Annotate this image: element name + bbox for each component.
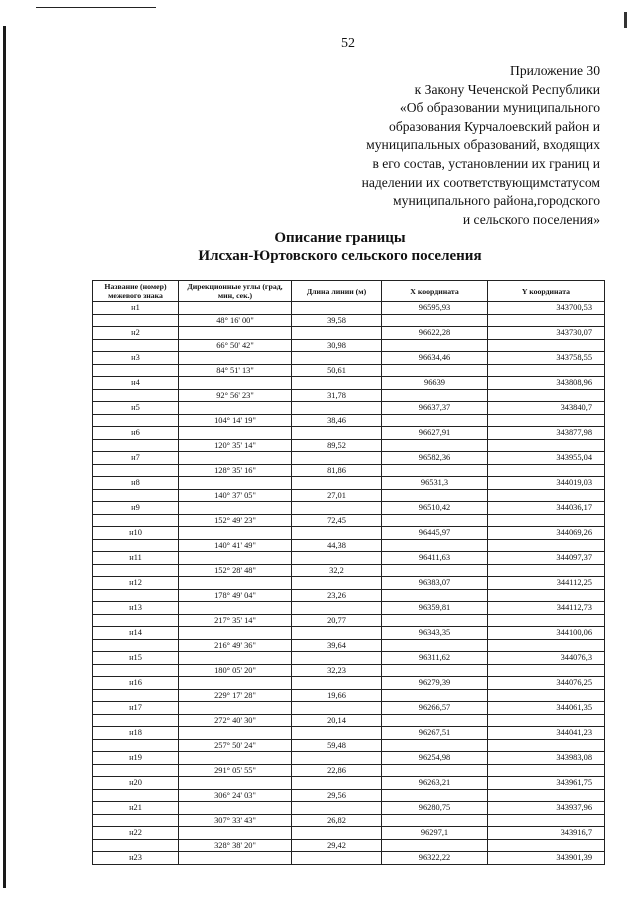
empty-cell [488, 339, 605, 352]
table-row-segment [93, 664, 605, 677]
empty-cell [382, 839, 488, 852]
appendix-header [280, 62, 600, 229]
line-length: 23,26 [292, 589, 382, 602]
line-length: 20,14 [292, 714, 382, 727]
scan-edge-right [624, 12, 627, 28]
empty-cell [93, 514, 179, 527]
empty-cell [382, 739, 488, 752]
header-length: Длина линии (м) [292, 281, 382, 302]
line-length: 27,01 [292, 489, 382, 502]
empty-cell [488, 639, 605, 652]
direction-angle: 104° 14' 19" [179, 414, 292, 427]
line-length: 89,52 [292, 439, 382, 452]
y-coordinate: 343983,08 [488, 752, 605, 765]
empty-cell [93, 489, 179, 502]
empty-cell [179, 652, 292, 665]
y-coordinate: 343840,7 [488, 402, 605, 415]
x-coordinate: 96311,62 [382, 652, 488, 665]
direction-angle: 152° 49' 23" [179, 514, 292, 527]
direction-angle: 257° 50' 24" [179, 739, 292, 752]
empty-cell [179, 802, 292, 815]
empty-cell [382, 689, 488, 702]
empty-cell [93, 564, 179, 577]
empty-cell [382, 489, 488, 502]
table-row-point [93, 602, 605, 615]
empty-cell [179, 702, 292, 715]
table-row-segment [93, 814, 605, 827]
point-name: н16 [93, 677, 179, 690]
empty-cell [93, 839, 179, 852]
table-row-point [93, 552, 605, 565]
y-coordinate: 344097,37 [488, 552, 605, 565]
appendix-line: муниципальных образований, входящих [366, 137, 600, 153]
empty-cell [382, 714, 488, 727]
empty-cell [93, 464, 179, 477]
x-coordinate: 96297,1 [382, 827, 488, 840]
empty-cell [292, 752, 382, 765]
empty-cell [93, 814, 179, 827]
x-coordinate: 96531,3 [382, 477, 488, 490]
line-length: 29,56 [292, 789, 382, 802]
table-row-segment [93, 639, 605, 652]
top-rule [36, 7, 156, 8]
empty-cell [488, 764, 605, 777]
line-length: 39,58 [292, 314, 382, 327]
table-row-point [93, 477, 605, 490]
table-row-segment [93, 339, 605, 352]
empty-cell [488, 439, 605, 452]
empty-cell [93, 439, 179, 452]
appendix-line: к Закону Чеченской Республики [414, 81, 600, 97]
line-length: 20,77 [292, 614, 382, 627]
y-coordinate: 343955,04 [488, 452, 605, 465]
empty-cell [93, 364, 179, 377]
x-coordinate: 96510,42 [382, 502, 488, 515]
line-length: 30,98 [292, 339, 382, 352]
point-name: н9 [93, 502, 179, 515]
empty-cell [382, 789, 488, 802]
x-coordinate: 96637,37 [382, 402, 488, 415]
empty-cell [382, 339, 488, 352]
appendix-line: наделении их соответствующимстатусом [361, 174, 600, 190]
empty-cell [382, 614, 488, 627]
empty-cell [179, 377, 292, 390]
y-coordinate: 343808,96 [488, 377, 605, 390]
direction-angle: 84° 51' 13" [179, 364, 292, 377]
direction-angle: 307° 33' 43" [179, 814, 292, 827]
empty-cell [93, 789, 179, 802]
point-name: н12 [93, 577, 179, 590]
empty-cell [179, 302, 292, 315]
document-subtitle: Илсхан-Юртовского сельского поселения [198, 248, 482, 264]
direction-angle: 152° 28' 48" [179, 564, 292, 577]
table-row-segment [93, 314, 605, 327]
empty-cell [382, 639, 488, 652]
empty-cell [382, 564, 488, 577]
line-length: 32,2 [292, 564, 382, 577]
empty-cell [292, 352, 382, 365]
empty-cell [93, 414, 179, 427]
line-length: 44,38 [292, 539, 382, 552]
empty-cell [382, 389, 488, 402]
empty-cell [292, 602, 382, 615]
empty-cell [93, 714, 179, 727]
x-coordinate: 96254,98 [382, 752, 488, 765]
point-name: н7 [93, 452, 179, 465]
empty-cell [179, 677, 292, 690]
empty-cell [382, 589, 488, 602]
empty-cell [292, 702, 382, 715]
empty-cell [488, 564, 605, 577]
y-coordinate: 344069,26 [488, 527, 605, 540]
table-row-point [93, 402, 605, 415]
y-coordinate: 343916,7 [488, 827, 605, 840]
empty-cell [382, 414, 488, 427]
direction-angle: 120° 35' 14" [179, 439, 292, 452]
empty-cell [93, 389, 179, 402]
empty-cell [179, 427, 292, 440]
empty-cell [179, 827, 292, 840]
empty-cell [382, 364, 488, 377]
y-coordinate: 343937,96 [488, 802, 605, 815]
empty-cell [292, 802, 382, 815]
table-row-point [93, 577, 605, 590]
empty-cell [382, 814, 488, 827]
y-coordinate: 344061,35 [488, 702, 605, 715]
empty-cell [179, 402, 292, 415]
line-length: 32,23 [292, 664, 382, 677]
direction-angle: 92° 56' 23" [179, 389, 292, 402]
point-name: н21 [93, 802, 179, 815]
table-row-point [93, 327, 605, 340]
empty-cell [382, 464, 488, 477]
y-coordinate: 343758,55 [488, 352, 605, 365]
table-row-point [93, 677, 605, 690]
x-coordinate: 96445,97 [382, 527, 488, 540]
empty-cell [292, 552, 382, 565]
empty-cell [292, 377, 382, 390]
empty-cell [292, 777, 382, 790]
table-row-segment [93, 789, 605, 802]
table-row-point [93, 727, 605, 740]
empty-cell [292, 727, 382, 740]
direction-angle: 66° 50' 42" [179, 339, 292, 352]
point-name: н19 [93, 752, 179, 765]
y-coordinate: 344036,17 [488, 502, 605, 515]
empty-cell [179, 352, 292, 365]
table-row-segment [93, 414, 605, 427]
x-coordinate: 96622,28 [382, 327, 488, 340]
table-row-segment [93, 589, 605, 602]
empty-cell [488, 739, 605, 752]
x-coordinate: 96383,07 [382, 577, 488, 590]
empty-cell [93, 539, 179, 552]
line-length: 50,61 [292, 364, 382, 377]
x-coordinate: 96627,91 [382, 427, 488, 440]
y-coordinate: 344112,73 [488, 602, 605, 615]
empty-cell [488, 389, 605, 402]
table-row-point [93, 702, 605, 715]
empty-cell [93, 614, 179, 627]
line-length: 72,45 [292, 514, 382, 527]
point-name: н10 [93, 527, 179, 540]
empty-cell [488, 839, 605, 852]
empty-cell [292, 452, 382, 465]
table-row-point [93, 752, 605, 765]
empty-cell [292, 527, 382, 540]
x-coordinate: 96639 [382, 377, 488, 390]
empty-cell [488, 714, 605, 727]
x-coordinate: 96359,81 [382, 602, 488, 615]
table-row-segment [93, 514, 605, 527]
empty-cell [179, 502, 292, 515]
empty-cell [93, 664, 179, 677]
empty-cell [93, 314, 179, 327]
empty-cell [488, 589, 605, 602]
line-length: 26,82 [292, 814, 382, 827]
empty-cell [292, 402, 382, 415]
table-row-point [93, 802, 605, 815]
table-row-point [93, 502, 605, 515]
empty-cell [179, 727, 292, 740]
x-coordinate: 96266,57 [382, 702, 488, 715]
empty-cell [292, 477, 382, 490]
empty-cell [179, 527, 292, 540]
empty-cell [179, 552, 292, 565]
table-row-segment [93, 564, 605, 577]
empty-cell [93, 739, 179, 752]
empty-cell [179, 852, 292, 865]
x-coordinate: 96595,93 [382, 302, 488, 315]
header-point-name: Название (номер) межевого знака [93, 281, 179, 302]
empty-cell [382, 539, 488, 552]
appendix-line: Приложение 30 [510, 63, 600, 78]
direction-angle: 140° 37' 05" [179, 489, 292, 502]
table-row-segment [93, 389, 605, 402]
table-body [93, 302, 605, 865]
x-coordinate: 96267,51 [382, 727, 488, 740]
empty-cell [292, 327, 382, 340]
table-row-point [93, 527, 605, 540]
empty-cell [179, 327, 292, 340]
empty-cell [488, 689, 605, 702]
direction-angle: 217° 35' 14" [179, 614, 292, 627]
empty-cell [179, 777, 292, 790]
direction-angle: 128° 35' 16" [179, 464, 292, 477]
point-name: н2 [93, 327, 179, 340]
empty-cell [179, 602, 292, 615]
point-name: н13 [93, 602, 179, 615]
boundary-table [92, 280, 605, 865]
line-length: 39,64 [292, 639, 382, 652]
empty-cell [488, 489, 605, 502]
point-name: н15 [93, 652, 179, 665]
y-coordinate: 344076,25 [488, 677, 605, 690]
line-length: 31,78 [292, 389, 382, 402]
empty-cell [292, 302, 382, 315]
direction-angle: 180° 05' 20" [179, 664, 292, 677]
empty-cell [382, 439, 488, 452]
direction-angle: 140° 41' 49" [179, 539, 292, 552]
y-coordinate: 344041,23 [488, 727, 605, 740]
empty-cell [488, 514, 605, 527]
y-coordinate: 343877,98 [488, 427, 605, 440]
table-row-segment [93, 739, 605, 752]
table-row-segment [93, 614, 605, 627]
point-name: н14 [93, 627, 179, 640]
x-coordinate: 96634,46 [382, 352, 488, 365]
point-name: н5 [93, 402, 179, 415]
empty-cell [179, 477, 292, 490]
y-coordinate: 344076,3 [488, 652, 605, 665]
table-row-point [93, 827, 605, 840]
empty-cell [93, 689, 179, 702]
line-length: 22,86 [292, 764, 382, 777]
appendix-line: «Об образовании муниципального [399, 100, 600, 116]
empty-cell [292, 852, 382, 865]
empty-cell [488, 539, 605, 552]
table-row-segment [93, 364, 605, 377]
scan-edge-left [3, 26, 6, 888]
y-coordinate: 343961,75 [488, 777, 605, 790]
table-row-point [93, 352, 605, 365]
header-x: X координата [382, 281, 488, 302]
direction-angle: 272° 40' 30" [179, 714, 292, 727]
empty-cell [93, 589, 179, 602]
empty-cell [382, 764, 488, 777]
x-coordinate: 96411,63 [382, 552, 488, 565]
header-angle: Дирекционные углы (град, мин, сек.) [179, 281, 292, 302]
empty-cell [93, 639, 179, 652]
point-name: н4 [93, 377, 179, 390]
line-length: 59,48 [292, 739, 382, 752]
y-coordinate: 344112,25 [488, 577, 605, 590]
empty-cell [179, 577, 292, 590]
direction-angle: 229° 17' 28" [179, 689, 292, 702]
table-row-point [93, 302, 605, 315]
empty-cell [488, 814, 605, 827]
point-name: н1 [93, 302, 179, 315]
empty-cell [488, 364, 605, 377]
page-number: 52 [341, 36, 355, 51]
empty-cell [488, 314, 605, 327]
table-row-point [93, 852, 605, 865]
table-row-segment [93, 439, 605, 452]
x-coordinate: 96322,22 [382, 852, 488, 865]
y-coordinate: 343730,07 [488, 327, 605, 340]
table-row-point [93, 652, 605, 665]
empty-cell [292, 652, 382, 665]
line-length: 19,66 [292, 689, 382, 702]
direction-angle: 216° 49' 36" [179, 639, 292, 652]
table-row-segment [93, 539, 605, 552]
table-row-point [93, 452, 605, 465]
line-length: 81,86 [292, 464, 382, 477]
table-row-point [93, 377, 605, 390]
point-name: н18 [93, 727, 179, 740]
direction-angle: 306° 24' 03" [179, 789, 292, 802]
header-y: Y координата [488, 281, 605, 302]
empty-cell [292, 427, 382, 440]
empty-cell [93, 764, 179, 777]
empty-cell [179, 627, 292, 640]
line-length: 29,42 [292, 839, 382, 852]
table-row-point [93, 427, 605, 440]
empty-cell [292, 827, 382, 840]
point-name: н22 [93, 827, 179, 840]
empty-cell [179, 752, 292, 765]
direction-angle: 178° 49' 04" [179, 589, 292, 602]
y-coordinate: 343700,53 [488, 302, 605, 315]
direction-angle: 291° 05' 55" [179, 764, 292, 777]
y-coordinate: 343901,39 [488, 852, 605, 865]
table-row-segment [93, 764, 605, 777]
empty-cell [382, 314, 488, 327]
empty-cell [382, 664, 488, 677]
x-coordinate: 96280,75 [382, 802, 488, 815]
direction-angle: 328° 38' 20" [179, 839, 292, 852]
x-coordinate: 96279,39 [382, 677, 488, 690]
point-name: н8 [93, 477, 179, 490]
table-row-point [93, 627, 605, 640]
empty-cell [488, 664, 605, 677]
appendix-line: образования Курчалоевский район и [389, 118, 600, 134]
appendix-line: и сельского поселения» [462, 211, 600, 227]
point-name: н17 [93, 702, 179, 715]
empty-cell [488, 614, 605, 627]
point-name: н6 [93, 427, 179, 440]
point-name: н20 [93, 777, 179, 790]
table-row-segment [93, 464, 605, 477]
table-row-segment [93, 489, 605, 502]
empty-cell [292, 677, 382, 690]
point-name: н23 [93, 852, 179, 865]
table-row-segment [93, 839, 605, 852]
document-title: Описание границы [274, 230, 406, 246]
y-coordinate: 344100,06 [488, 627, 605, 640]
appendix-line: в его состав, установлении их границ и [372, 155, 600, 171]
table-row-segment [93, 689, 605, 702]
x-coordinate: 96582,36 [382, 452, 488, 465]
y-coordinate: 344019,03 [488, 477, 605, 490]
direction-angle: 48° 16' 00" [179, 314, 292, 327]
empty-cell [179, 452, 292, 465]
empty-cell [488, 464, 605, 477]
empty-cell [93, 339, 179, 352]
empty-cell [292, 577, 382, 590]
table-row-segment [93, 714, 605, 727]
empty-cell [488, 789, 605, 802]
point-name: н11 [93, 552, 179, 565]
empty-cell [292, 502, 382, 515]
empty-cell [488, 414, 605, 427]
empty-cell [292, 627, 382, 640]
x-coordinate: 96263,21 [382, 777, 488, 790]
point-name: н3 [93, 352, 179, 365]
table-row-point [93, 777, 605, 790]
x-coordinate: 96343,35 [382, 627, 488, 640]
line-length: 38,46 [292, 414, 382, 427]
empty-cell [382, 514, 488, 527]
table-header-row [93, 281, 605, 302]
appendix-line: муниципального района,городского [393, 193, 600, 209]
